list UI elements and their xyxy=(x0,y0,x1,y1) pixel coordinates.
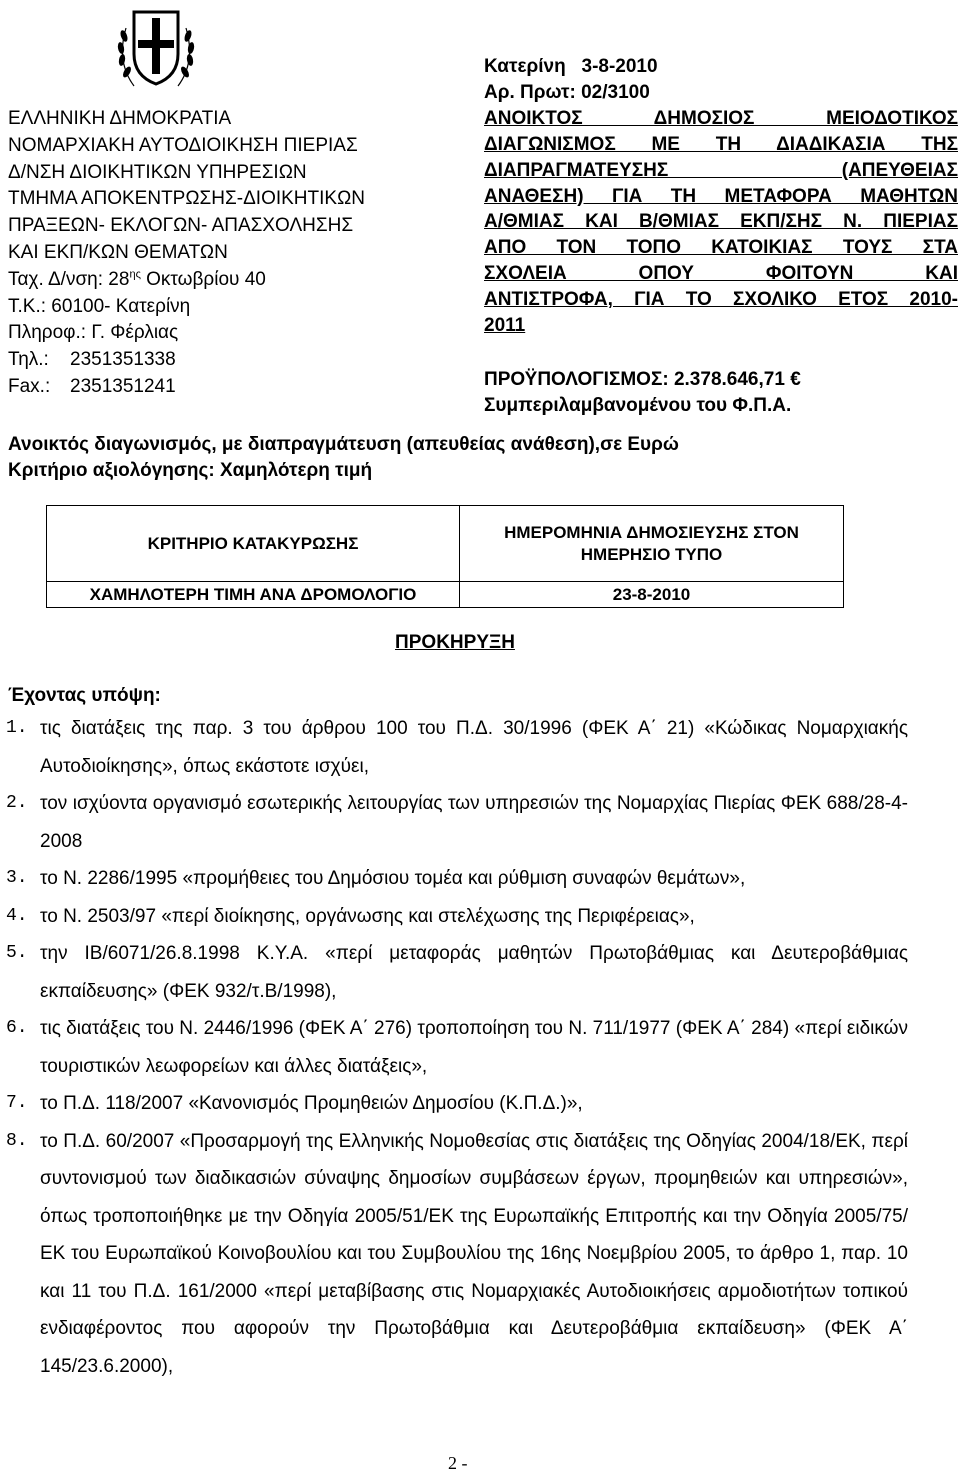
page-number: 2 - xyxy=(448,1453,468,1473)
fax xyxy=(8,374,448,401)
publication-date-header xyxy=(460,506,844,582)
issuer-line: ΤΜΗΜΑ ΑΠΟΚΕΝΤΡΩΣΗΣ-ΔΙΟΙΚΗΤΙΚΩΝ xyxy=(8,188,366,210)
item-text: το Ν. 2286/1995 «προμήθειες του Δημόσιου τομέα και ρύθμιση συναφών θεμάτων», xyxy=(40,868,746,889)
list-item xyxy=(0,1123,908,1386)
greek-emblem-icon xyxy=(112,2,200,92)
item-number: 5. xyxy=(6,943,28,963)
tender-title-line: ΑΝΑΘΕΣΗ) ΓΙΑ ΤΗ ΜΕΤΑΦΟΡΑ ΜΑΘΗΤΩΝ xyxy=(484,185,958,207)
item-number: 1. xyxy=(6,718,28,738)
issuer-line: ΝΟΜΑΡΧΙΑΚΗ ΑΥΤΟΔΙΟΙΚΗΣΗ ΠΙΕΡΙΑΣ xyxy=(8,134,358,156)
item-text: τις διατάξεις του Ν. 2446/1996 (ΦΕΚ Α΄ 276) τροποποίηση του Ν. 711/1977 (ΦΕΚ Α΄ 284) «περί ειδικών τουριστικών λεωφορείων και άλλες διατάξεις», xyxy=(40,1018,908,1077)
award-criterion-value: ΧΑΜΗΛΟΤΕΡΗ ΤΙΜΗ ΑΝΑ ΔΡΟΜΟΛΟΓΙΟ xyxy=(47,582,460,608)
list-item xyxy=(0,935,908,1010)
tender-header xyxy=(484,54,958,419)
issuer-line: Δ/ΝΣΗ ΔΙΟΙΚΗΤΙΚΩΝ ΥΠΗΡΕΣΙΩΝ xyxy=(8,161,307,183)
tender-title-line: ΣΧΟΛΕΙΑ ΟΠΟΥ ΦΟΙΤΟΥΝ ΚΑΙ xyxy=(484,263,958,285)
tel-value: 2351351338 xyxy=(70,349,176,371)
item-text: το Π.Δ. 60/2007 «Προσαρμογή της Ελληνικής Νομοθεσίας στις διατάξεις της Οδηγίας 2004/18/ΕΚ, περί συντονισμού των διαδικασιών σύναψης δημοσίων συμβάσεων έργων, προμηθειών και υπηρεσιών», όπως τροποποιήθηκε με την Οδηγία 2005/51/ΕΚ της Ευρωπαϊκής Επιτροπής και την Οδηγία 2005/75/ΕΚ του Ευρωπαϊκού Κοινοβουλίου και του Συμβουλίου της 16ης Νοεμβρίου 2005, το άρθρο 1, παρ. 10 και 11 του Π.Δ. 161/2000 «περί μεταβίβασης στις Νομαρχιακές Αυτοδιοικήσεις αρμοδιοτήτων τοπικού ενδιαφέροντος που αφορούν την Πρωτοβάθμια και Δευτεροβάθμια εκπαίδευση» (ΦΕΚ Α΄ 145/23.6.2000), xyxy=(40,1130,908,1377)
tender-title-line: ΑΠΟ ΤΟΝ ΤΟΠΟ ΚΑΤΟΙΚΙΑΣ ΤΟΥΣ ΣΤΑ xyxy=(484,237,958,259)
address-suffix: Οκτωβρίου 40 xyxy=(140,268,266,290)
publication-date-value: 23-8-2010 xyxy=(460,582,844,608)
tender-title-line: ΔΙΑΓΩΝΙΣΜΟΣ ΜΕ ΤΗ ΔΙΑΔΙΚΑΣΙΑ ΤΗΣ xyxy=(484,133,958,155)
address-prefix: Ταχ. Δ/νση: 28 xyxy=(8,268,130,290)
fax-label: Fax.: xyxy=(8,375,51,397)
item-text: την ΙΒ/6071/26.8.1998 Κ.Υ.Α. «περί μεταφοράς μαθητών Πρωτοβάθμιας και Δευτεροβάθμιας εκπαίδευσης» (ΦΕΚ 932/τ.Β/1998), xyxy=(40,943,908,1002)
item-number: 6. xyxy=(6,1018,28,1038)
list-item xyxy=(0,710,908,785)
tender-title xyxy=(484,106,958,339)
proclamation-heading xyxy=(0,632,910,654)
contact-person: Πληροφ.: Γ. Φέρλιας xyxy=(8,322,179,344)
item-number: 8. xyxy=(6,1130,28,1151)
considering-label: Έχοντας υπόψη: xyxy=(8,685,161,706)
tel-label: Τηλ.: xyxy=(8,349,49,371)
tender-title-line: ΑΝΟΙΚΤΟΣ ΔΗΜΟΣΙΟΣ ΜΕΙΟΔΟΤΙΚΟΣ xyxy=(484,107,958,129)
tender-title-line: ΔΙΑΠΡΑΓΜΑΤΕΥΣΗΣ (ΑΠΕΥΘΕΙΑΣ xyxy=(484,159,958,181)
procurement-type: Ανοικτός διαγωνισμός, με διαπραγμάτευση (απευθείας ανάθεση),σε Ευρώ xyxy=(8,434,679,455)
item-number: 2. xyxy=(6,793,28,813)
address-superscript: ης xyxy=(129,268,141,281)
award-criterion-header: ΚΡΙΤΗΡΙΟ ΚΑΤΑΚΥΡΩΣΗΣ xyxy=(47,506,460,582)
euro-symbol: € xyxy=(790,368,801,390)
item-text: το Ν. 2503/97 «περί διοίκησης, οργάνωσης και στελέχωσης της Περιφέρειας», xyxy=(40,905,695,927)
table-header-row xyxy=(47,506,844,582)
vat-note: Συμπεριλαμβανομένου του Φ.Π.Α. xyxy=(484,394,792,416)
issue-date: Κατερίνη 3-8-2010 xyxy=(484,56,658,77)
issuer-header xyxy=(8,106,448,401)
publication-date-header-line: ΗΜΕΡΗΣΙΟ ΤΥΠΟ xyxy=(580,544,723,564)
fax-value: 2351351241 xyxy=(70,375,176,397)
list-item xyxy=(0,860,908,898)
tender-title-line: 2011 xyxy=(484,315,526,337)
item-text: το Π.Δ. 118/2007 «Κανονισμός Προμηθειών Δημοσίου (Κ.Π.Δ.)», xyxy=(40,1093,583,1114)
item-number: 4. xyxy=(6,905,28,926)
issuer-line: ΚΑΙ ΕΚΠ/ΚΩΝ ΘΕΜΑΤΩΝ xyxy=(8,241,228,263)
list-item xyxy=(0,898,908,936)
issuer-line: ΕΛΛΗΝΙΚΗ ΔΗΜΟΚΡΑΤΙΑ xyxy=(8,108,232,129)
award-criteria-table xyxy=(46,505,844,608)
telephone xyxy=(8,347,448,374)
address xyxy=(8,267,448,294)
item-number: 7. xyxy=(6,1093,28,1113)
issuer-line: ΠΡΑΞΕΩΝ- ΕΚΛΟΓΩΝ- ΑΠΑΣΧΟΛΗΣΗΣ xyxy=(8,215,354,237)
tender-title-line: ΑΝΤΙΣΤΡΟΦΑ, ΓΙΑ ΤΟ ΣΧΟΛΙΚΟ ΕΤΟΣ 2010- xyxy=(484,289,958,311)
proclamation-title: ΠΡΟΚΗΡΥΞΗ xyxy=(395,632,515,653)
legal-basis-list xyxy=(0,710,960,1385)
budget xyxy=(484,367,958,393)
list-item xyxy=(0,1085,908,1123)
postal-code: Τ.Κ.: 60100- Κατερίνη xyxy=(8,295,191,317)
protocol-number: Αρ. Πρωτ: 02/3100 xyxy=(484,81,650,103)
table-row xyxy=(47,582,844,608)
list-item xyxy=(0,785,908,860)
item-text: τον ισχύοντα οργανισμό εσωτερικής λειτουργίας των υπηρεσιών της Νομαρχίας Πιερίας ΦΕΚ 688/28-4-2008 xyxy=(40,793,908,852)
evaluation-criterion: Κριτήριο αξιολόγησης: Χαμηλότερη τιμή xyxy=(8,460,373,481)
publication-date-header-line: ΗΜΕΡΟΜΗΝΙΑ ΔΗΜΟΣΙΕΥΣΗΣ ΣΤΟΝ xyxy=(504,522,799,542)
procurement-note xyxy=(8,432,948,484)
budget-amount: ΠΡΟΫΠΟΛΟΓΙΣΜΟΣ: 2.378.646,71 xyxy=(484,368,791,390)
item-text: τις διατάξεις της παρ. 3 του άρθρου 100 του Π.Δ. 30/1996 (ΦΕΚ Α΄ 21) «Κώδικας Νομαρχιακής Αυτοδιοίκησης», όπως εκάστοτε ισχύει, xyxy=(40,718,908,777)
item-number: 3. xyxy=(6,868,28,888)
tender-title-line: Α/ΘΜΙΑΣ ΚΑΙ Β/ΘΜΙΑΣ ΕΚΠ/ΣΗΣ Ν. ΠΙΕΡΙΑΣ xyxy=(484,211,958,233)
list-item xyxy=(0,1010,908,1085)
